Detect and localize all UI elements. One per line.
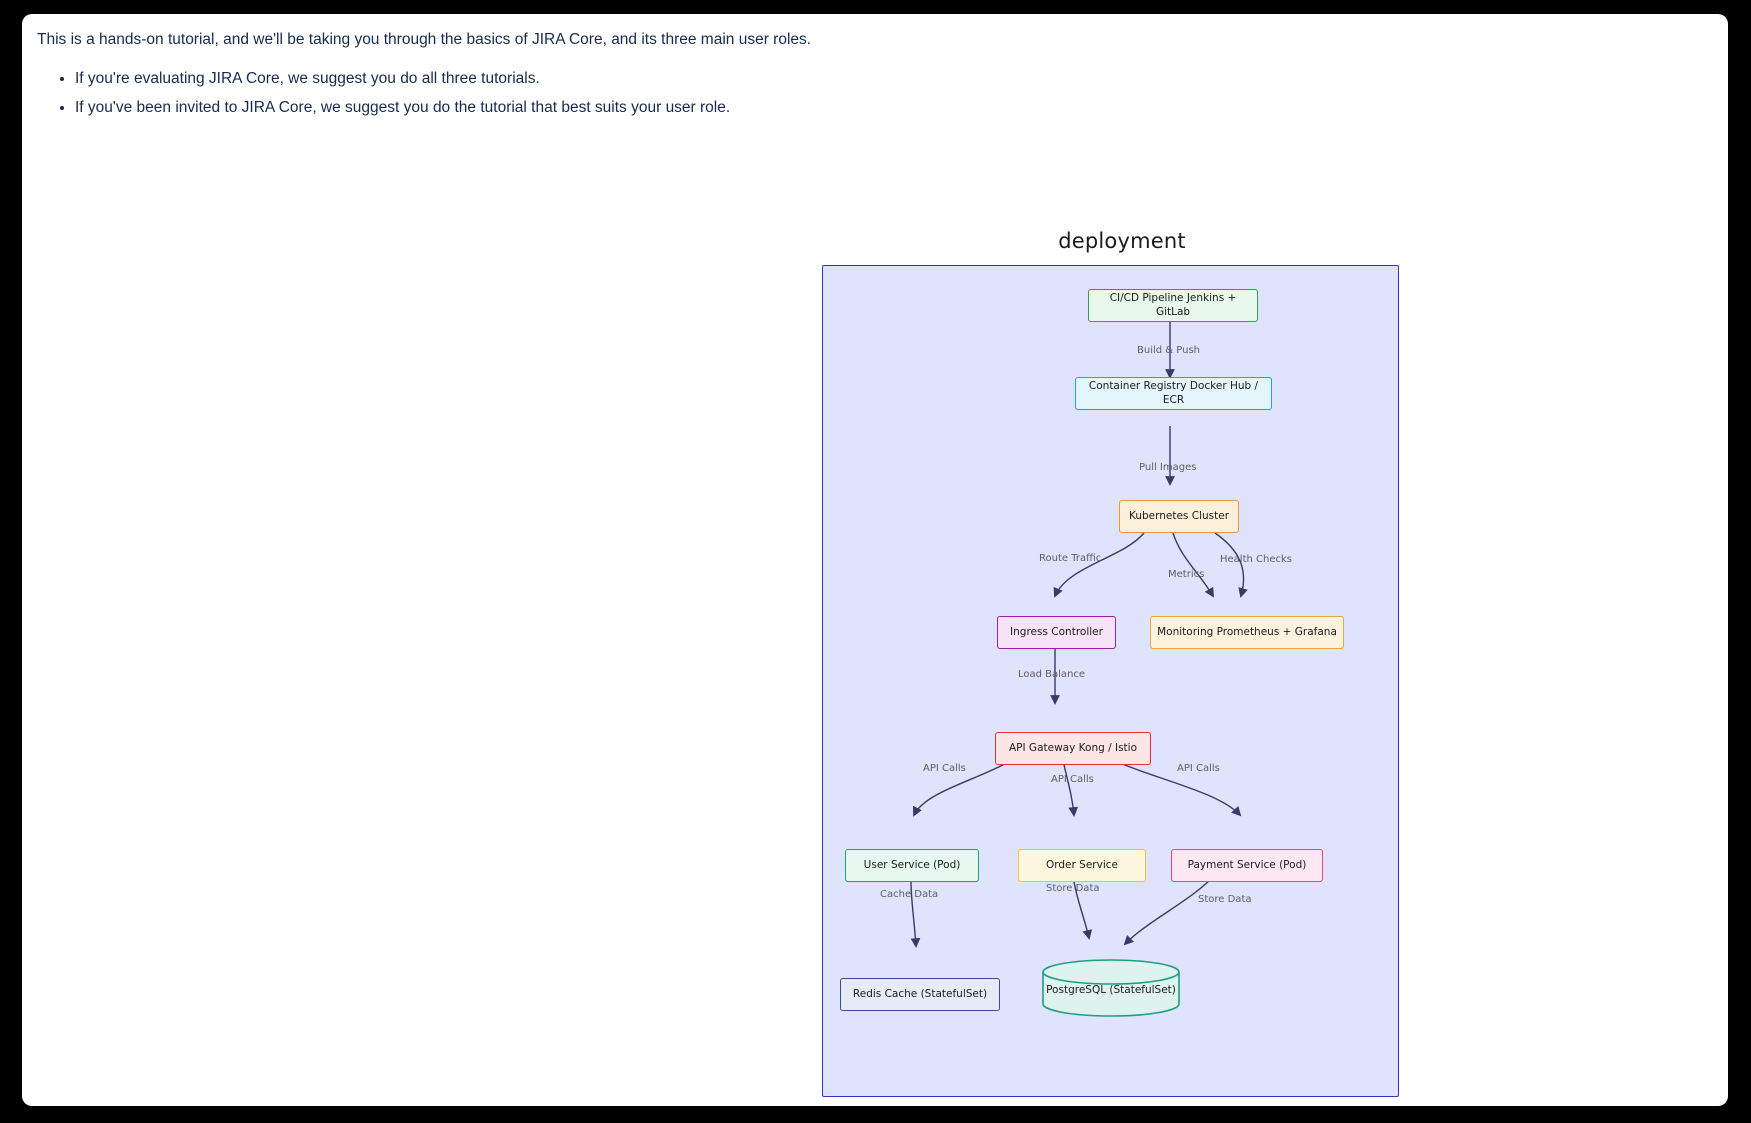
node-label: Redis Cache (StatefulSet) <box>852 987 988 1000</box>
edge-label-health-checks: Health Checks <box>1220 554 1292 565</box>
list-item: • If you've been invited to JIRA Core, we suggest you do the tutorial that best suits your user role. <box>75 94 1237 123</box>
node-label: PostgreSQL (StatefulSet) <box>1046 984 1176 996</box>
node-postgresql[interactable] <box>1041 958 1181 1014</box>
edge-label-load-balance: Load Balance <box>1018 669 1086 680</box>
node-monitoring[interactable] <box>1150 616 1344 649</box>
node-redis-cache[interactable] <box>840 978 1000 1011</box>
diagram-title: deployment <box>1058 229 1186 253</box>
node-container-registry[interactable] <box>1075 377 1272 410</box>
node-label: Ingress Controller <box>1010 625 1103 638</box>
node-cicd[interactable] <box>1088 289 1258 322</box>
intro-block <box>37 28 1237 123</box>
node-label: User Service (Pod) <box>863 858 961 871</box>
node-label: Monitoring Prometheus + Grafana <box>1157 625 1337 638</box>
intro-bullet-list <box>37 65 1237 122</box>
node-ingress-controller[interactable] <box>997 616 1116 649</box>
edge-label-cache-data: Cache Data <box>880 889 939 900</box>
node-api-gateway[interactable] <box>995 732 1151 765</box>
node-label: Kubernetes Cluster <box>1128 509 1230 522</box>
node-kubernetes-cluster[interactable] <box>1119 500 1239 533</box>
node-label: Container Registry Docker Hub / ECR <box>1088 380 1259 406</box>
node-label: API Gateway Kong / Istio <box>1008 741 1137 754</box>
node-order-service[interactable] <box>1018 849 1146 882</box>
edge-label-store-data-order: Store Data <box>1046 883 1100 894</box>
node-payment-service[interactable] <box>1171 849 1323 882</box>
node-user-service[interactable] <box>845 849 979 882</box>
node-label: Order Service <box>1046 858 1118 871</box>
node-label: CI/CD Pipeline Jenkins + GitLab <box>1109 292 1237 318</box>
edge-label-build-push: Build & Push <box>1137 345 1200 356</box>
edge-label-pull-images: Pull Images <box>1139 462 1197 473</box>
edge-label-api-calls-user: API Calls <box>923 763 966 774</box>
node-label: Payment Service (Pod) <box>1187 858 1307 871</box>
deployment-diagram <box>822 229 1422 1099</box>
edge-label-metrics: Metrics <box>1168 569 1205 580</box>
edge-label-route-traffic: Route Traffic <box>1039 553 1102 564</box>
edge-label-store-data-payment: Store Data <box>1198 894 1252 905</box>
list-item: • If you're evaluating JIRA Core, we suggest you do all three tutorials. <box>75 65 1237 94</box>
document-page <box>22 14 1728 1106</box>
diagram-frame <box>822 265 1399 1097</box>
edge-label-api-calls-payment: API Calls <box>1177 763 1220 774</box>
intro-paragraph: This is a hands-on tutorial, and we'll be taking you through the basics of JIRA Core, and its three main user roles. <box>37 31 812 48</box>
edge-label-api-calls-order: API Calls <box>1051 774 1094 785</box>
